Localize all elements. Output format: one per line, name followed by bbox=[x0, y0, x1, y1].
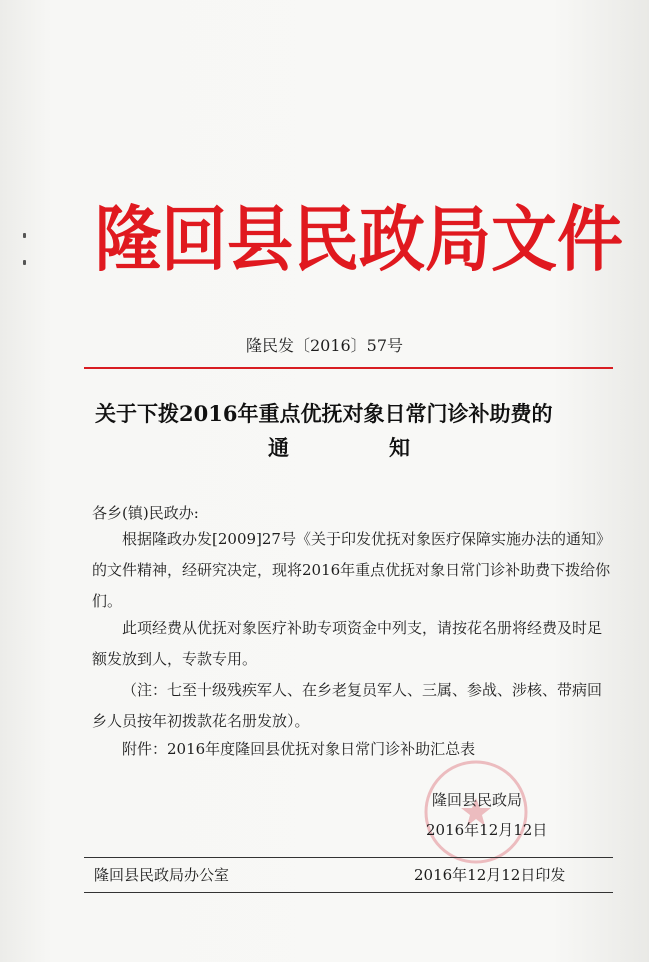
footer-bottom-line bbox=[84, 892, 613, 893]
document-number: 隆民发〔2016〕57号 bbox=[245, 336, 404, 355]
signing-authority: 隆回县民政局 bbox=[432, 791, 523, 809]
salutation: 各乡(镇)民政办: bbox=[92, 504, 199, 522]
notice-title: 关于下拨2016年重点优抚对象日常门诊补助费的 bbox=[95, 401, 553, 426]
body-paragraph-2: 此项经费从优抚对象医疗补助专项资金中列支，请按花名册将经费及时足额发放到人，专款专用。 bbox=[92, 619, 603, 668]
footer-issuing-office: 隆回县民政局办公室 bbox=[94, 866, 230, 884]
footer-print-date: 2016年12月12日印发 bbox=[414, 866, 566, 884]
footer-top-line bbox=[84, 857, 613, 858]
red-divider-line bbox=[84, 367, 613, 369]
binding-hole-mark bbox=[23, 260, 26, 265]
body-paragraph-1: 根据隆政办发[2009]27号《关于印发优抚对象医疗保障实施办法的通知》的文件精神，经研究决定，现将2016年重点优抚对象日常门诊补助费下拨给你们。 bbox=[92, 530, 611, 610]
notice-subtitle: 通知 bbox=[268, 435, 510, 460]
body-paragraph-3: （注：七至十级残疾军人、在乡老复员军人、三属、参战、涉核、带病回乡人员按年初拨款花名册发放）。 bbox=[92, 681, 603, 730]
attachment-line: 附件：2016年度隆回县优抚对象日常门诊补助汇总表 bbox=[122, 740, 476, 758]
header-title: 隆回县民政局文件 bbox=[95, 197, 623, 282]
binding-hole-mark bbox=[23, 233, 26, 238]
signing-date: 2016年12月12日 bbox=[426, 821, 548, 839]
